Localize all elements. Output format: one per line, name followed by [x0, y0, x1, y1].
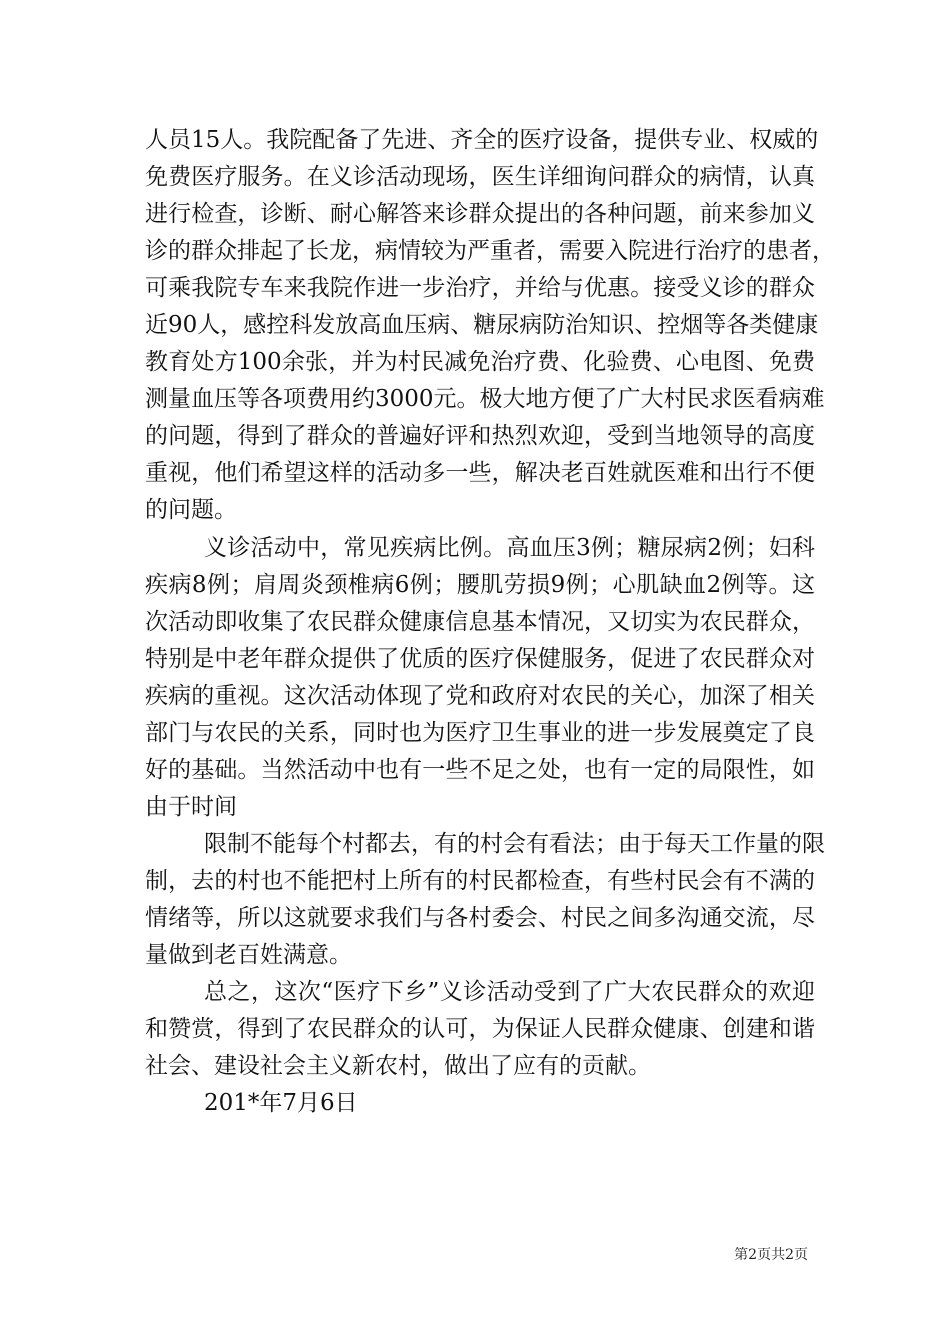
body-text-line: 教育处方100余张，并为村民减免治疗费、化验费、心电图、免费	[145, 349, 815, 375]
body-text-line: 特别是中老年群众提供了优质的医疗保健服务，促进了农民群众对	[145, 646, 815, 672]
body-text-line: 诊的群众排起了长龙，病情较为严重者，需要入院进行治疗的患者，	[145, 238, 835, 264]
body-text-line: 由于时间	[145, 794, 237, 820]
body-text-line: 部门与农民的关系，同时也为医疗卫生事业的进一步发展奠定了良	[145, 720, 815, 746]
body-text-line: 近90人，感控科发放高血压病、糖尿病防治知识、控烟等各类健康	[145, 312, 819, 338]
body-text-line: 总之，这次“医疗下乡”义诊活动受到了广大农民群众的欢迎	[204, 979, 815, 1005]
body-text-line: 测量血压等各项费用约3000元。极大地方便了广大村民求医看病难	[145, 386, 825, 412]
body-text-line: 量做到老百姓满意。	[145, 942, 352, 968]
document-date: 201*年7月6日	[204, 1090, 358, 1116]
body-text-line: 疾病的重视。这次活动体现了党和政府对农民的关心，加深了相关	[145, 683, 815, 709]
body-text-line: 可乘我院专车来我院作进一步治疗，并给与优惠。接受义诊的群众	[145, 275, 815, 301]
body-text-line: 疾病8例；肩周炎颈椎病6例；腰肌劳损9例；心肌缺血2例等。这	[145, 572, 815, 598]
body-text-line: 的问题，得到了群众的普遍好评和热烈欢迎，受到当地领导的高度	[145, 423, 815, 449]
body-text-line: 情绪等，所以这就要求我们与各村委会、村民之间多沟通交流，尽	[145, 905, 815, 931]
body-text-line: 社会、建设社会主义新农村，做出了应有的贡献。	[145, 1053, 651, 1079]
body-text-line: 免费医疗服务。在义诊活动现场，医生详细询问群众的病情，认真	[145, 164, 815, 190]
body-text-line: 制，去的村也不能把村上所有的村民都检查，有些村民会有不满的	[145, 868, 815, 894]
body-text-line: 次活动即收集了农民群众健康信息基本情况，又切实为农民群众，	[145, 609, 815, 635]
body-text-line: 进行检查，诊断、耐心解答来诊群众提出的各种问题，前来参加义	[145, 201, 815, 227]
body-text-line: 人员15人。我院配备了先进、齐全的医疗设备，提供专业、权威的	[145, 127, 819, 153]
body-text-line: 义诊活动中，常见疾病比例。高血压3例；糖尿病2例；妇科	[204, 535, 815, 561]
page-number-footer: 第2页共2页	[734, 1247, 808, 1263]
body-text-line: 的问题。	[145, 497, 237, 523]
body-text-line: 和赞赏，得到了农民群众的认可，为保证人民群众健康、创建和谐	[145, 1016, 815, 1042]
body-text-line: 限制不能每个村都去，有的村会有看法；由于每天工作量的限	[204, 831, 825, 857]
body-text-line: 好的基础。当然活动中也有一些不足之处，也有一定的局限性，如	[145, 757, 815, 783]
body-text-line: 重视，他们希望这样的活动多一些，解决老百姓就医难和出行不便	[145, 460, 815, 486]
